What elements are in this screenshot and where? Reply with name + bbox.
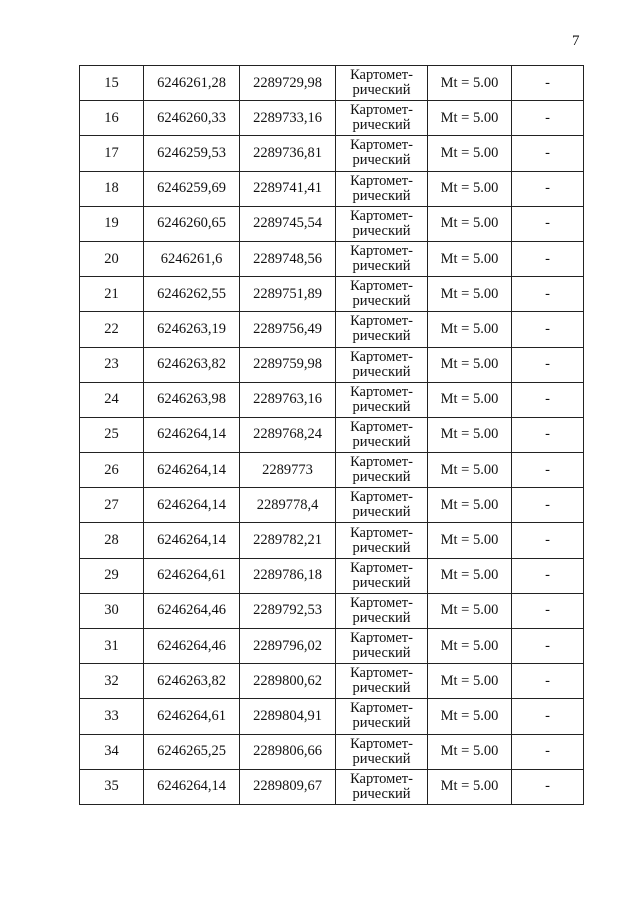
point-number-cell: 20 xyxy=(80,241,144,276)
accuracy-cell: Mt = 5.00 xyxy=(428,206,512,241)
note-cell: - xyxy=(512,241,584,276)
method-line-2: рический xyxy=(352,715,411,732)
method-line-1: Картомет- xyxy=(350,418,413,435)
point-number-cell: 24 xyxy=(80,382,144,417)
y-coordinate-cell: 2289745,54 xyxy=(240,206,336,241)
point-number-cell: 27 xyxy=(80,488,144,523)
table-row xyxy=(80,488,584,523)
accuracy-cell: Mt = 5.00 xyxy=(428,664,512,699)
note-cell: - xyxy=(512,417,584,452)
note-cell: - xyxy=(512,699,584,734)
method-line-2: рический xyxy=(352,645,411,662)
method-cell xyxy=(336,558,428,593)
table-row xyxy=(80,277,584,312)
method-line-2: рический xyxy=(352,539,411,556)
note-cell: - xyxy=(512,206,584,241)
table-row xyxy=(80,347,584,382)
method-line-1: Картомет- xyxy=(350,454,413,471)
table-row xyxy=(80,769,584,804)
point-number-cell: 31 xyxy=(80,629,144,664)
accuracy-cell: Mt = 5.00 xyxy=(428,136,512,171)
method-line-2: рический xyxy=(352,293,411,310)
accuracy-cell: Mt = 5.00 xyxy=(428,558,512,593)
y-coordinate-cell: 2289773 xyxy=(240,453,336,488)
y-coordinate-cell: 2289759,98 xyxy=(240,347,336,382)
point-number-cell: 23 xyxy=(80,347,144,382)
accuracy-cell: Mt = 5.00 xyxy=(428,769,512,804)
method-cell xyxy=(336,241,428,276)
table-row xyxy=(80,66,584,101)
method-line-2: рический xyxy=(352,680,411,697)
y-coordinate-cell: 2289741,41 xyxy=(240,171,336,206)
method-cell xyxy=(336,347,428,382)
method-cell xyxy=(336,417,428,452)
method-line-2: рический xyxy=(352,152,411,169)
y-coordinate-cell: 2289729,98 xyxy=(240,66,336,101)
method-cell xyxy=(336,629,428,664)
point-number-cell: 16 xyxy=(80,101,144,136)
method-line-1: Картомет- xyxy=(350,243,413,260)
y-coordinate-cell: 2289804,91 xyxy=(240,699,336,734)
method-cell xyxy=(336,488,428,523)
accuracy-cell: Mt = 5.00 xyxy=(428,171,512,206)
note-cell: - xyxy=(512,101,584,136)
note-cell: - xyxy=(512,664,584,699)
method-cell xyxy=(336,699,428,734)
method-line-1: Картомет- xyxy=(350,67,413,84)
accuracy-cell: Mt = 5.00 xyxy=(428,312,512,347)
note-cell: - xyxy=(512,66,584,101)
method-line-1: Картомет- xyxy=(350,278,413,295)
method-line-1: Картомет- xyxy=(350,102,413,119)
point-number-cell: 22 xyxy=(80,312,144,347)
method-line-2: рический xyxy=(352,574,411,591)
y-coordinate-cell: 2289736,81 xyxy=(240,136,336,171)
method-cell xyxy=(336,171,428,206)
y-coordinate-cell: 2289792,53 xyxy=(240,593,336,628)
note-cell: - xyxy=(512,453,584,488)
note-cell: - xyxy=(512,136,584,171)
method-cell xyxy=(336,523,428,558)
x-coordinate-cell: 6246264,46 xyxy=(144,629,240,664)
x-coordinate-cell: 6246261,6 xyxy=(144,241,240,276)
point-number-cell: 32 xyxy=(80,664,144,699)
x-coordinate-cell: 6246260,65 xyxy=(144,206,240,241)
method-line-2: рический xyxy=(352,222,411,239)
x-coordinate-cell: 6246261,28 xyxy=(144,66,240,101)
accuracy-cell: Mt = 5.00 xyxy=(428,593,512,628)
accuracy-cell: Mt = 5.00 xyxy=(428,629,512,664)
y-coordinate-cell: 2289756,49 xyxy=(240,312,336,347)
y-coordinate-cell: 2289782,21 xyxy=(240,523,336,558)
method-line-2: рический xyxy=(352,187,411,204)
y-coordinate-cell: 2289768,24 xyxy=(240,417,336,452)
accuracy-cell: Mt = 5.00 xyxy=(428,66,512,101)
table-row xyxy=(80,664,584,699)
method-line-1: Картомет- xyxy=(350,630,413,647)
table-row xyxy=(80,593,584,628)
table-body xyxy=(80,66,584,805)
method-cell xyxy=(336,101,428,136)
method-cell xyxy=(336,206,428,241)
x-coordinate-cell: 6246259,53 xyxy=(144,136,240,171)
x-coordinate-cell: 6246259,69 xyxy=(144,171,240,206)
method-line-1: Картомет- xyxy=(350,735,413,752)
accuracy-cell: Mt = 5.00 xyxy=(428,347,512,382)
x-coordinate-cell: 6246264,14 xyxy=(144,417,240,452)
x-coordinate-cell: 6246264,14 xyxy=(144,769,240,804)
table-row xyxy=(80,734,584,769)
table-row xyxy=(80,629,584,664)
x-coordinate-cell: 6246263,19 xyxy=(144,312,240,347)
point-number-cell: 30 xyxy=(80,593,144,628)
table-row xyxy=(80,136,584,171)
method-cell xyxy=(336,382,428,417)
method-cell xyxy=(336,769,428,804)
x-coordinate-cell: 6246263,82 xyxy=(144,347,240,382)
table-row xyxy=(80,417,584,452)
note-cell: - xyxy=(512,769,584,804)
point-number-cell: 17 xyxy=(80,136,144,171)
accuracy-cell: Mt = 5.00 xyxy=(428,453,512,488)
x-coordinate-cell: 6246260,33 xyxy=(144,101,240,136)
method-cell xyxy=(336,453,428,488)
note-cell: - xyxy=(512,558,584,593)
method-line-1: Картомет- xyxy=(350,524,413,541)
method-line-1: Картомет- xyxy=(350,559,413,576)
method-line-2: рический xyxy=(352,363,411,380)
table-row xyxy=(80,558,584,593)
x-coordinate-cell: 6246263,82 xyxy=(144,664,240,699)
note-cell: - xyxy=(512,171,584,206)
table-row xyxy=(80,699,584,734)
method-cell xyxy=(336,136,428,171)
table-row xyxy=(80,453,584,488)
method-line-1: Картомет- xyxy=(350,770,413,787)
method-line-2: рический xyxy=(352,504,411,521)
accuracy-cell: Mt = 5.00 xyxy=(428,277,512,312)
y-coordinate-cell: 2289800,62 xyxy=(240,664,336,699)
method-cell xyxy=(336,66,428,101)
point-number-cell: 33 xyxy=(80,699,144,734)
table-row xyxy=(80,382,584,417)
table-row xyxy=(80,523,584,558)
method-line-1: Картомет- xyxy=(350,489,413,506)
note-cell: - xyxy=(512,488,584,523)
coordinates-table xyxy=(79,65,584,805)
method-line-2: рический xyxy=(352,785,411,802)
point-number-cell: 21 xyxy=(80,277,144,312)
method-line-1: Картомет- xyxy=(350,348,413,365)
table-row xyxy=(80,241,584,276)
y-coordinate-cell: 2289796,02 xyxy=(240,629,336,664)
table-row xyxy=(80,101,584,136)
x-coordinate-cell: 6246263,98 xyxy=(144,382,240,417)
point-number-cell: 19 xyxy=(80,206,144,241)
y-coordinate-cell: 2289763,16 xyxy=(240,382,336,417)
x-coordinate-cell: 6246264,14 xyxy=(144,523,240,558)
method-line-1: Картомет- xyxy=(350,665,413,682)
method-line-2: рический xyxy=(352,328,411,345)
method-line-2: рический xyxy=(352,117,411,134)
method-line-1: Картомет- xyxy=(350,700,413,717)
y-coordinate-cell: 2289786,18 xyxy=(240,558,336,593)
table-row xyxy=(80,171,584,206)
x-coordinate-cell: 6246264,14 xyxy=(144,453,240,488)
page-number: 7 xyxy=(572,33,580,49)
y-coordinate-cell: 2289751,89 xyxy=(240,277,336,312)
note-cell: - xyxy=(512,277,584,312)
y-coordinate-cell: 2289733,16 xyxy=(240,101,336,136)
accuracy-cell: Mt = 5.00 xyxy=(428,241,512,276)
accuracy-cell: Mt = 5.00 xyxy=(428,699,512,734)
x-coordinate-cell: 6246265,25 xyxy=(144,734,240,769)
method-line-2: рический xyxy=(352,750,411,767)
note-cell: - xyxy=(512,593,584,628)
note-cell: - xyxy=(512,629,584,664)
point-number-cell: 18 xyxy=(80,171,144,206)
point-number-cell: 28 xyxy=(80,523,144,558)
method-line-2: рический xyxy=(352,433,411,450)
method-line-2: рический xyxy=(352,398,411,415)
point-number-cell: 25 xyxy=(80,417,144,452)
method-line-1: Картомет- xyxy=(350,594,413,611)
y-coordinate-cell: 2289748,56 xyxy=(240,241,336,276)
note-cell: - xyxy=(512,382,584,417)
accuracy-cell: Mt = 5.00 xyxy=(428,488,512,523)
method-line-1: Картомет- xyxy=(350,207,413,224)
accuracy-cell: Mt = 5.00 xyxy=(428,523,512,558)
note-cell: - xyxy=(512,312,584,347)
x-coordinate-cell: 6246264,61 xyxy=(144,699,240,734)
method-line-2: рический xyxy=(352,82,411,99)
y-coordinate-cell: 2289809,67 xyxy=(240,769,336,804)
point-number-cell: 35 xyxy=(80,769,144,804)
method-line-2: рический xyxy=(352,609,411,626)
method-line-1: Картомет- xyxy=(350,137,413,154)
table-row xyxy=(80,312,584,347)
method-cell xyxy=(336,664,428,699)
note-cell: - xyxy=(512,523,584,558)
note-cell: - xyxy=(512,347,584,382)
y-coordinate-cell: 2289806,66 xyxy=(240,734,336,769)
accuracy-cell: Mt = 5.00 xyxy=(428,417,512,452)
point-number-cell: 34 xyxy=(80,734,144,769)
method-line-1: Картомет- xyxy=(350,172,413,189)
x-coordinate-cell: 6246264,46 xyxy=(144,593,240,628)
x-coordinate-cell: 6246264,14 xyxy=(144,488,240,523)
x-coordinate-cell: 6246264,61 xyxy=(144,558,240,593)
point-number-cell: 26 xyxy=(80,453,144,488)
accuracy-cell: Mt = 5.00 xyxy=(428,101,512,136)
method-line-2: рический xyxy=(352,469,411,486)
table-row xyxy=(80,206,584,241)
method-line-2: рический xyxy=(352,258,411,275)
point-number-cell: 29 xyxy=(80,558,144,593)
method-cell xyxy=(336,593,428,628)
method-line-1: Картомет- xyxy=(350,313,413,330)
point-number-cell: 15 xyxy=(80,66,144,101)
method-cell xyxy=(336,312,428,347)
y-coordinate-cell: 2289778,4 xyxy=(240,488,336,523)
note-cell: - xyxy=(512,734,584,769)
method-cell xyxy=(336,277,428,312)
method-line-1: Картомет- xyxy=(350,383,413,400)
accuracy-cell: Mt = 5.00 xyxy=(428,734,512,769)
accuracy-cell: Mt = 5.00 xyxy=(428,382,512,417)
method-cell xyxy=(336,734,428,769)
x-coordinate-cell: 6246262,55 xyxy=(144,277,240,312)
